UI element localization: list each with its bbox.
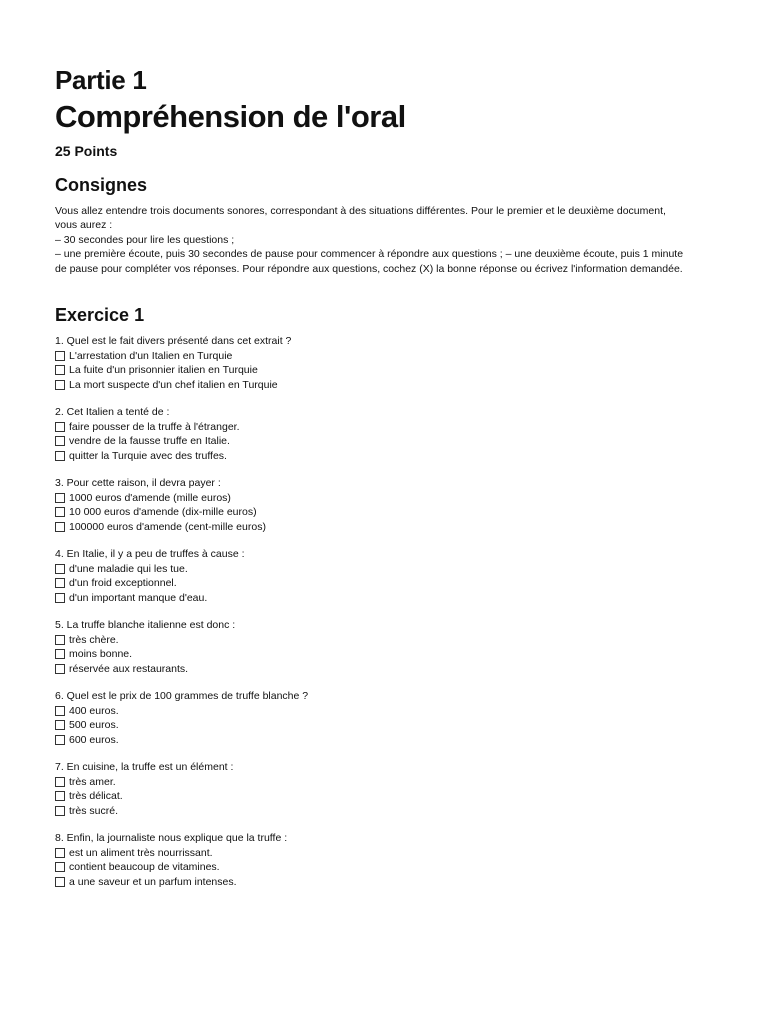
option-label: vendre de la fausse truffe en Italie. bbox=[69, 435, 230, 448]
option-label: réservée aux restaurants. bbox=[69, 662, 189, 675]
checkbox[interactable] bbox=[55, 649, 65, 659]
question-7 bbox=[55, 760, 715, 818]
checkbox[interactable] bbox=[55, 848, 65, 858]
option-label: 500 euros. bbox=[69, 719, 119, 732]
question-5 bbox=[55, 618, 715, 676]
option-label: contient beaucoup de vitamines. bbox=[69, 861, 220, 874]
instructions-line: – une première écoute, puis 30 secondes de pause pour commencer à répondre aux questions ; – une deuxième écoute, puis 1 minute bbox=[55, 248, 684, 261]
question-text: 8. Enfin, la journaliste nous explique que la truffe : bbox=[55, 832, 288, 845]
option-label: très sucré. bbox=[69, 804, 119, 817]
question-text: 3. Pour cette raison, il devra payer : bbox=[55, 477, 221, 490]
exercise-heading: Exercice 1 bbox=[55, 305, 145, 326]
answer-option[interactable] bbox=[55, 420, 715, 435]
instructions-line: vous aurez : bbox=[55, 219, 113, 232]
question-8 bbox=[55, 831, 715, 889]
points-label: 25 Points bbox=[55, 143, 118, 159]
question-text: 7. En cuisine, la truffe est un élément : bbox=[55, 761, 234, 774]
checkbox[interactable] bbox=[55, 365, 65, 375]
checkbox[interactable] bbox=[55, 522, 65, 532]
checkbox[interactable] bbox=[55, 635, 65, 645]
question-list bbox=[55, 334, 715, 889]
checkbox[interactable] bbox=[55, 791, 65, 801]
option-label: d'un important manque d'eau. bbox=[69, 591, 208, 604]
option-label: très amer. bbox=[69, 775, 116, 788]
checkbox[interactable] bbox=[55, 862, 65, 872]
answer-option[interactable] bbox=[55, 846, 715, 861]
question-2 bbox=[55, 405, 715, 463]
option-label: 100000 euros d'amende (cent-mille euros) bbox=[69, 520, 266, 533]
option-label: La mort suspecte d'un chef italien en Turquie bbox=[69, 378, 278, 391]
answer-option[interactable] bbox=[55, 349, 715, 364]
answer-option[interactable] bbox=[55, 789, 715, 804]
option-label: moins bonne. bbox=[69, 648, 133, 661]
part-label: Partie 1 bbox=[55, 65, 147, 95]
checkbox[interactable] bbox=[55, 706, 65, 716]
checkbox[interactable] bbox=[55, 351, 65, 361]
answer-option[interactable] bbox=[55, 804, 715, 819]
answer-option[interactable] bbox=[55, 718, 715, 733]
question-text: 1. Quel est le fait divers présenté dans cet extrait ? bbox=[55, 335, 292, 348]
question-text: 4. En Italie, il y a peu de truffes à cause : bbox=[55, 548, 245, 561]
option-label: très délicat. bbox=[69, 790, 123, 803]
option-label: 400 euros. bbox=[69, 704, 119, 717]
option-label: 10 000 euros d'amende (dix-mille euros) bbox=[69, 506, 257, 519]
checkbox[interactable] bbox=[55, 777, 65, 787]
checkbox[interactable] bbox=[55, 380, 65, 390]
option-label: faire pousser de la truffe à l'étranger. bbox=[69, 420, 240, 433]
answer-option[interactable] bbox=[55, 633, 715, 648]
checkbox[interactable] bbox=[55, 507, 65, 517]
option-label: d'une maladie qui les tue. bbox=[69, 562, 188, 575]
checkbox[interactable] bbox=[55, 578, 65, 588]
checkbox[interactable] bbox=[55, 564, 65, 574]
document-page bbox=[55, 64, 715, 902]
checkbox[interactable] bbox=[55, 735, 65, 745]
instructions-line: Vous allez entendre trois documents sonores, correspondant à des situations différentes. Pour le premier et le deuxième document, bbox=[55, 205, 666, 217]
checkbox[interactable] bbox=[55, 877, 65, 887]
option-label: est un aliment très nourrissant. bbox=[69, 846, 213, 859]
answer-option[interactable] bbox=[55, 520, 715, 535]
question-1 bbox=[55, 334, 715, 392]
option-label: d'un froid exceptionnel. bbox=[69, 577, 177, 590]
instructions-line: de pause pour compléter vos réponses. Pour répondre aux questions, cochez (X) la bonne réponse ou écrivez l'information demandée. bbox=[55, 262, 683, 275]
option-label: L'arrestation d'un Italien en Turquie bbox=[69, 349, 233, 362]
checkbox[interactable] bbox=[55, 806, 65, 816]
answer-option[interactable] bbox=[55, 434, 715, 449]
question-3 bbox=[55, 476, 715, 534]
checkbox[interactable] bbox=[55, 436, 65, 446]
option-label: 1000 euros d'amende (mille euros) bbox=[69, 491, 231, 504]
answer-option[interactable] bbox=[55, 662, 715, 677]
answer-option[interactable] bbox=[55, 562, 715, 577]
checkbox[interactable] bbox=[55, 493, 65, 503]
question-text: 5. La truffe blanche italienne est donc : bbox=[55, 619, 236, 632]
option-label: 600 euros. bbox=[69, 733, 119, 746]
answer-option[interactable] bbox=[55, 875, 715, 890]
answer-option[interactable] bbox=[55, 704, 715, 719]
option-label: quitter la Turquie avec des truffes. bbox=[69, 449, 227, 462]
instructions-heading: Consignes bbox=[55, 175, 148, 195]
checkbox[interactable] bbox=[55, 451, 65, 461]
answer-option[interactable] bbox=[55, 860, 715, 875]
answer-option[interactable] bbox=[55, 576, 715, 591]
option-label: La fuite d'un prisonnier italien en Turquie bbox=[69, 364, 258, 377]
checkbox[interactable] bbox=[55, 720, 65, 730]
answer-option[interactable] bbox=[55, 591, 715, 606]
option-label: a une saveur et un parfum intenses. bbox=[69, 875, 237, 888]
checkbox[interactable] bbox=[55, 422, 65, 432]
answer-option[interactable] bbox=[55, 449, 715, 464]
checkbox[interactable] bbox=[55, 664, 65, 674]
question-text: 6. Quel est le prix de 100 grammes de truffe blanche ? bbox=[55, 690, 309, 703]
option-label: très chère. bbox=[69, 633, 119, 646]
answer-option[interactable] bbox=[55, 647, 715, 662]
checkbox[interactable] bbox=[55, 593, 65, 603]
question-6 bbox=[55, 689, 715, 747]
page-title: Compréhension de l'oral bbox=[55, 99, 406, 134]
answer-option[interactable] bbox=[55, 491, 715, 506]
question-text: 2. Cet Italien a tenté de : bbox=[55, 406, 170, 419]
answer-option[interactable] bbox=[55, 378, 715, 393]
question-4 bbox=[55, 547, 715, 605]
answer-option[interactable] bbox=[55, 363, 715, 378]
answer-option[interactable] bbox=[55, 733, 715, 748]
answer-option[interactable] bbox=[55, 775, 715, 790]
instructions-block bbox=[55, 204, 715, 276]
answer-option[interactable] bbox=[55, 505, 715, 520]
instructions-line: – 30 secondes pour lire les questions ; bbox=[55, 233, 235, 246]
